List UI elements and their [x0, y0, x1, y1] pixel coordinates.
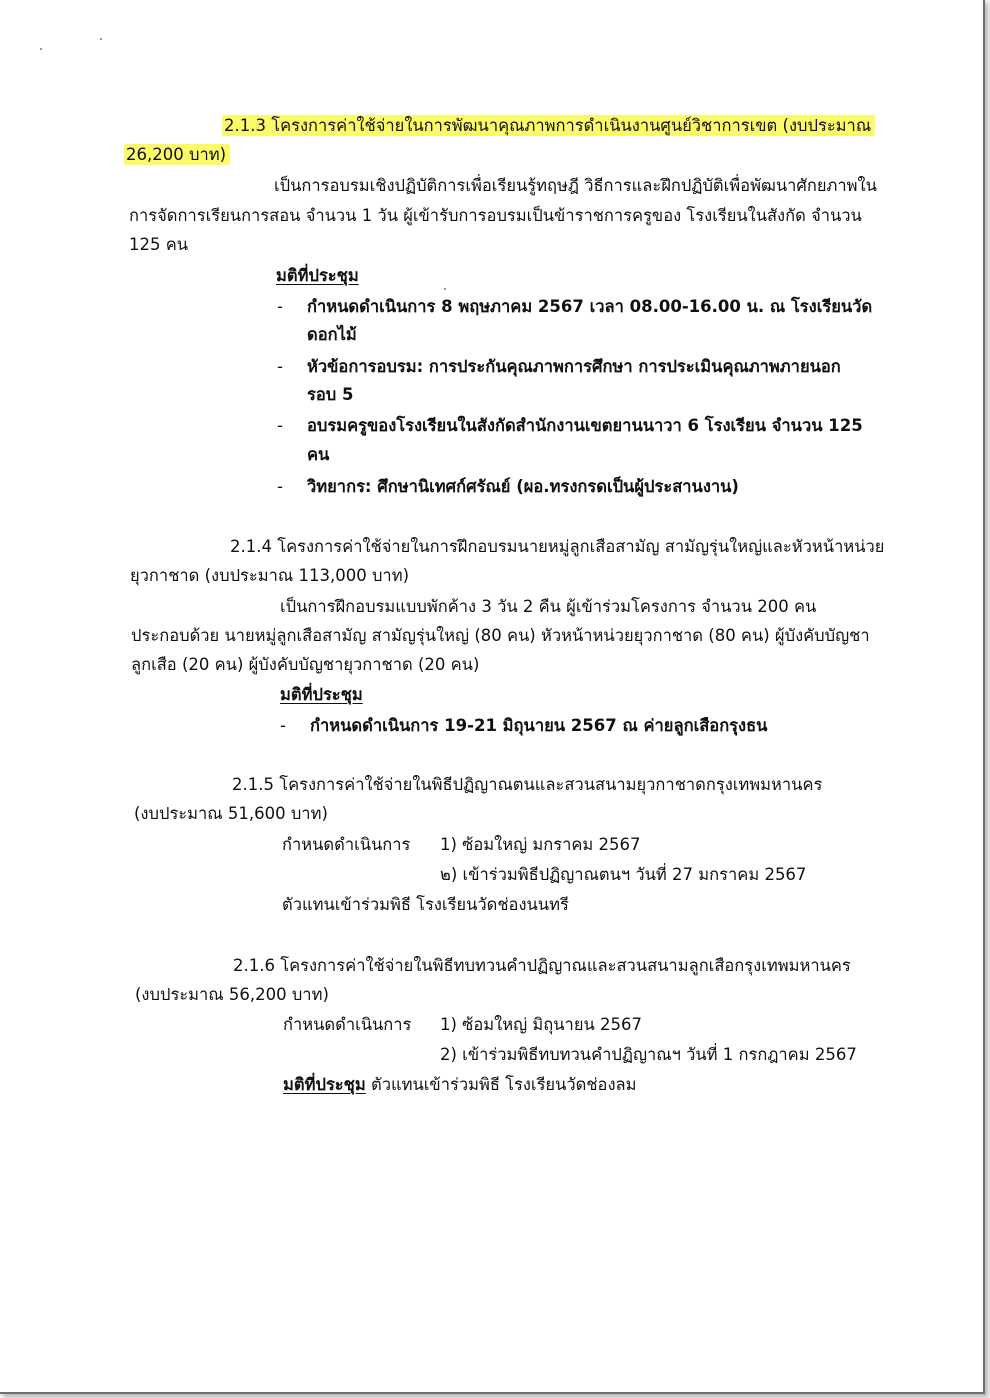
bullet-dash: - — [280, 716, 286, 735]
bullet-dash: - — [277, 416, 283, 435]
section-213-bullet-2-line2: รอบ 5 — [307, 385, 354, 404]
section-213-paragraph-line2: การจัดการเรียนการสอน จำนวน 1 วัน ผู้เข้ารับการอบรมเป็นข้าราชการครูของ โรงเรียนในสังกัด จำนวน — [129, 206, 862, 225]
section-213-bullet-3-line2: คน — [307, 445, 330, 464]
section-214-paragraph-line3: ลูกเสือ (20 คน) ผู้บังคับบัญชายุวกาชาด (20 คน) — [131, 655, 480, 674]
section-214-title-line2: ยุวกาชาด (งบประมาณ 113,000 บาท) — [130, 566, 410, 585]
highlighted-text: 2.1.3 โครงการค่าใช้จ่ายในการพัฒนาคุณภาพการดำเนินงานศูนย์วิชาการเขต (งบประมาณ — [222, 115, 875, 136]
section-213-bullet-3-line1: อบรมครูของโรงเรียนในสังกัดสำนักงานเขตยานนาวา 6 โรงเรียน จำนวน 125 — [307, 416, 863, 435]
section-214-bullet: กำหนดดำเนินการ 19-21 มิถุนายน 2567 ณ ค่ายลูกเสือกรุงธน — [310, 716, 768, 735]
scan-speck — [40, 48, 42, 50]
section-216-schedule-item-2: 2) เข้าร่วมพิธีทบทวนคำปฏิญาณฯ วันที่ 1 กรกฎาคม 2567 — [440, 1045, 857, 1064]
section-215-representative: ตัวแทนเข้าร่วมพิธี โรงเรียนวัดช่องนนทรี — [282, 895, 569, 914]
bullet-dash: - — [277, 357, 283, 376]
bullet-dash: - — [277, 477, 283, 496]
section-216-schedule-item-1: 1) ซ้อมใหญ่ มิถุนายน 2567 — [440, 1015, 642, 1034]
section-216-title-line2: (งบประมาณ 56,200 บาท) — [135, 985, 329, 1004]
scan-speck — [444, 288, 446, 290]
section-213-bullet-1-line1: กำหนดดำเนินการ 8 พฤษภาคม 2567 เวลา 08.00-16.00 น. ณ โรงเรียนวัด — [307, 297, 873, 316]
section-215-schedule-item-1: 1) ซ้อมใหญ่ มกราคม 2567 — [440, 835, 641, 854]
section-215-schedule-item-2: ๒) เข้าร่วมพิธีปฏิญาณตนฯ วันที่ 27 มกราคม 2567 — [440, 865, 807, 884]
section-216-schedule-label: กำหนดดำเนินการ — [283, 1015, 412, 1034]
section-214-paragraph-line1: เป็นการฝึกอบรมแบบพักค้าง 3 วัน 2 คืน ผู้เข้าร่วมโครงการ จำนวน 200 คน — [280, 597, 817, 616]
section-216-representative: ตัวแทนเข้าร่วมพิธี โรงเรียนวัดช่องลม — [371, 1075, 637, 1094]
section-213-bullet-4-line1: วิทยากร: ศึกษานิเทศก์ศรัณย์ (ผอ.ทรงกรดเป็นผู้ประสานงาน) — [307, 477, 739, 496]
section-214-paragraph-line2: ประกอบด้วย นายหมู่ลูกเสือสามัญ สามัญรุ่นใหญ่ (80 คน) หัวหน้าหน่วยยุวกาชาด (80 คน) ผู้บังคับบัญชา — [131, 626, 870, 645]
bullet-dash: - — [277, 297, 283, 316]
section-213-resolution-heading: มติที่ประชุม — [276, 266, 359, 285]
section-216-title-line1: 2.1.6 โครงการค่าใช้จ่ายในพิธีทบทวนคำปฏิญาณและสวนสนามลูกเสือกรุงเทพมหานคร — [233, 956, 851, 975]
section-213-bullet-1-line2: ดอกไม้ — [307, 325, 357, 344]
section-213-title-line1 — [222, 115, 875, 137]
section-216-resolution-line — [283, 1074, 637, 1096]
highlighted-text: 26,200 บาท) — [124, 144, 230, 165]
section-213-bullet-2-line1: หัวข้อการอบรม: การประกันคุณภาพการศึกษา การประเมินคุณภาพภายนอก — [307, 357, 841, 376]
scan-speck — [100, 38, 102, 40]
section-213-title-line2 — [124, 144, 230, 166]
section-213-paragraph-line3: 125 คน — [129, 235, 189, 254]
section-215-title-line2: (งบประมาณ 51,600 บาท) — [134, 804, 328, 823]
section-214-title-line1: 2.1.4 โครงการค่าใช้จ่ายในการฝึกอบรมนายหมู่ลูกเสือสามัญ สามัญรุ่นใหญ่และหัวหน้าหน่วย — [230, 537, 885, 556]
section-216-resolution-heading: มติที่ประชุม — [283, 1075, 366, 1094]
section-213-paragraph-line1: เป็นการอบรมเชิงปฏิบัติการเพื่อเรียนรู้ทฤษฎี วิธีการและฝึกปฏิบัติเพื่อพัฒนาศักยภาพใน — [274, 176, 877, 195]
section-215-title-line1: 2.1.5 โครงการค่าใช้จ่ายในพิธีปฏิญาณตนและสวนสนามยุวกาชาดกรุงเทพมหานคร — [232, 775, 823, 794]
section-215-schedule-label: กำหนดดำเนินการ — [282, 835, 411, 854]
section-214-resolution-heading: มติที่ประชุม — [280, 685, 363, 704]
